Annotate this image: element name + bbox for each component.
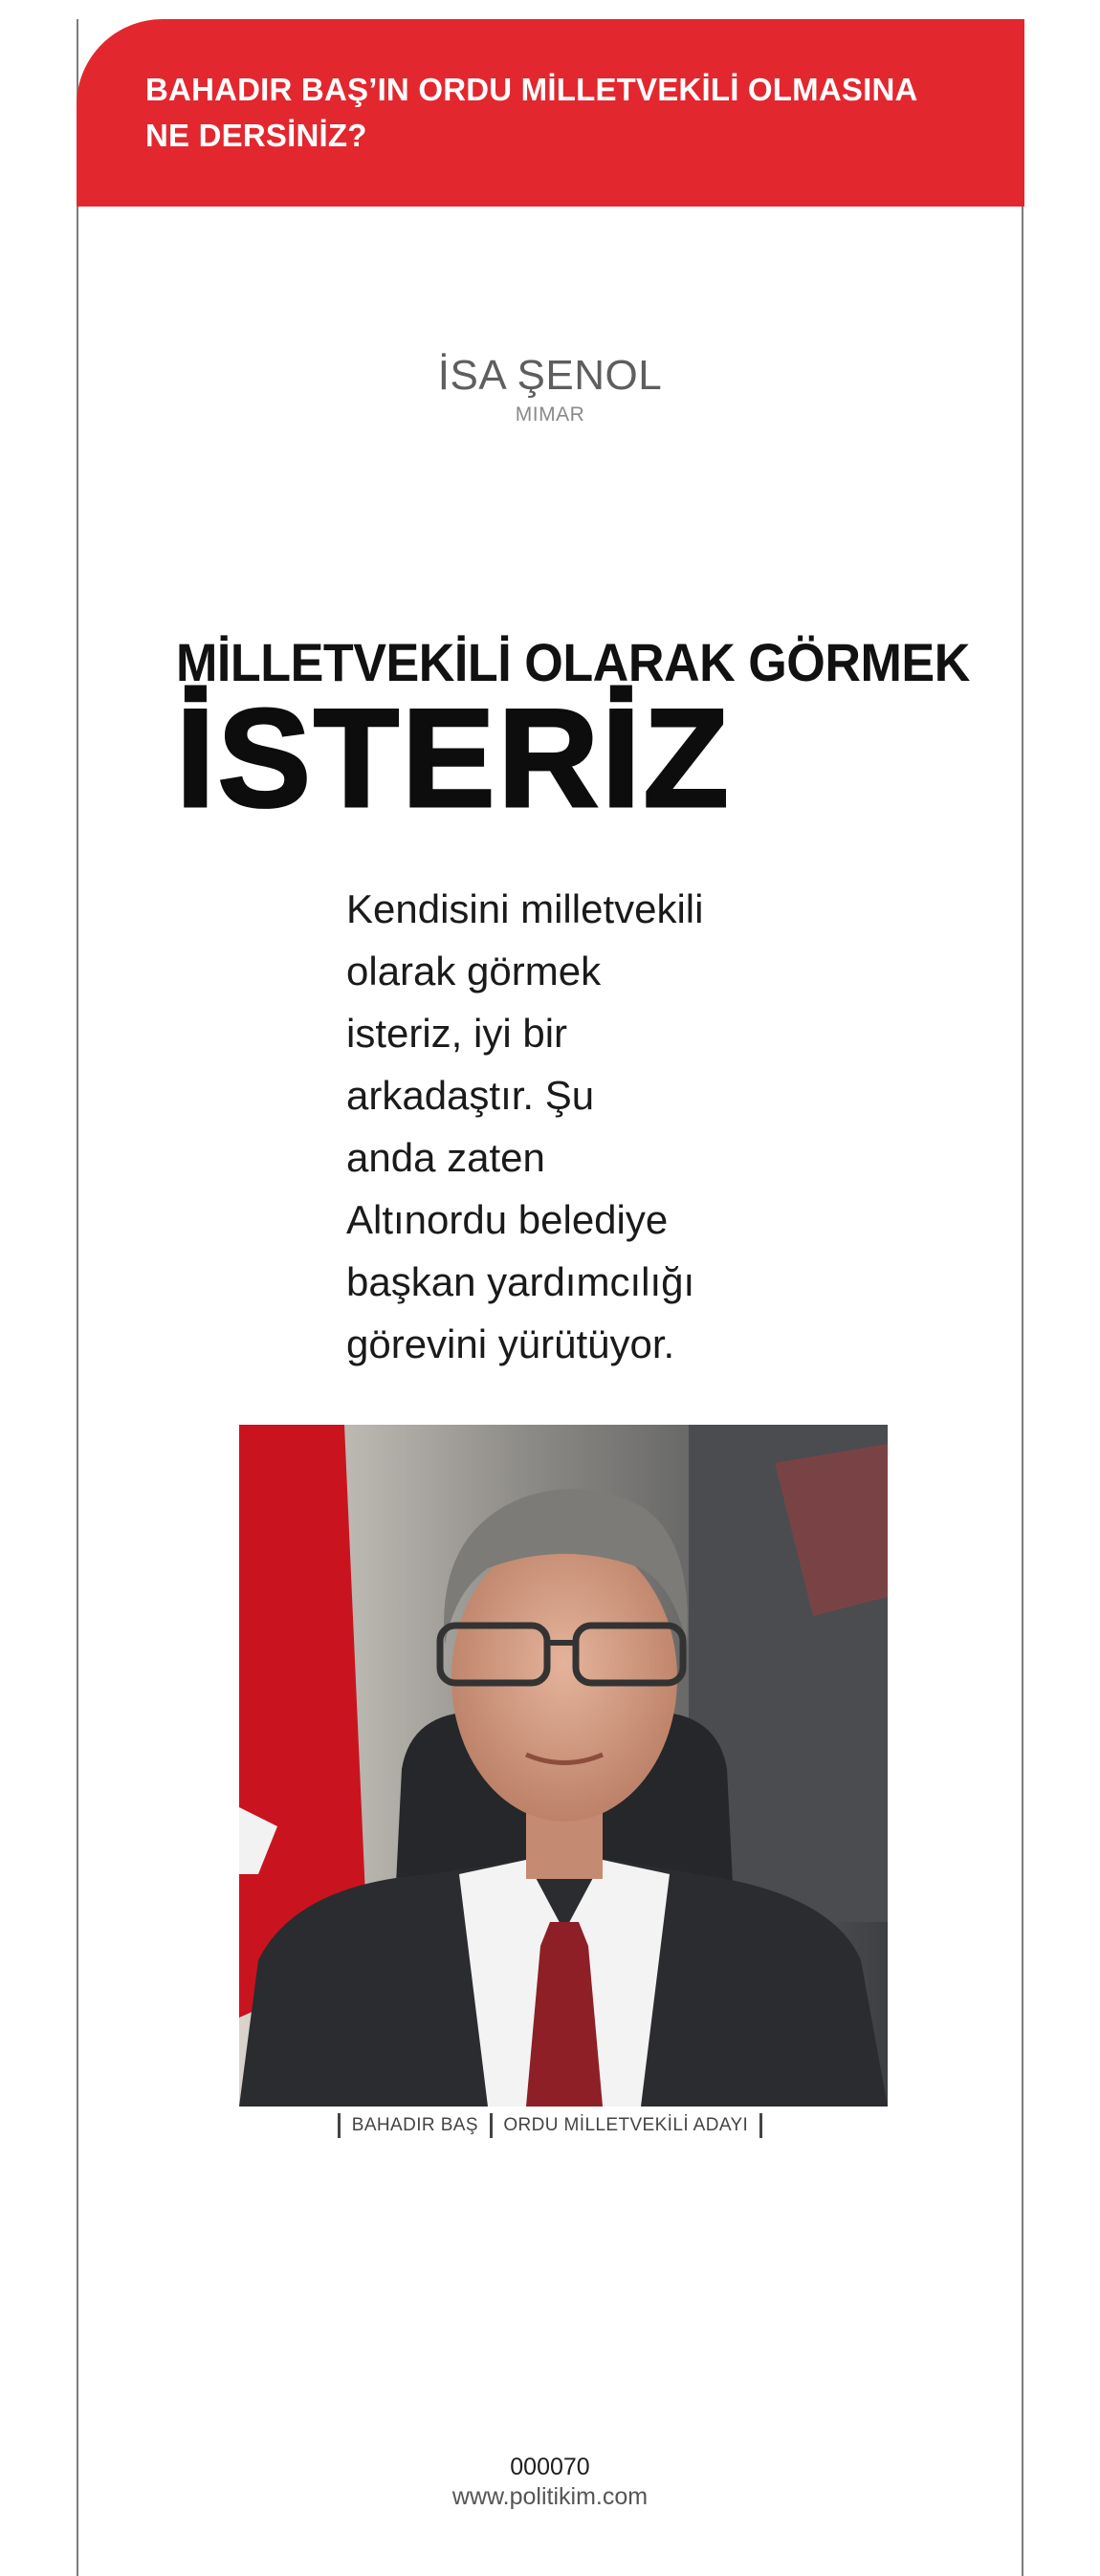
author-block bbox=[0, 352, 1100, 426]
author-role: MIMAR bbox=[515, 404, 585, 426]
quote-text bbox=[346, 878, 748, 1375]
quote-line: Altınordu belediye bbox=[346, 1197, 669, 1242]
footer bbox=[0, 2454, 1100, 2511]
portrait-photo bbox=[239, 1425, 888, 2107]
banner-title bbox=[145, 67, 987, 159]
caption-divider bbox=[490, 2113, 493, 2138]
quote-line: olarak görmek bbox=[346, 949, 602, 993]
caption-name: BAHADIR BAŞ bbox=[351, 2115, 478, 2135]
header-banner bbox=[77, 19, 1024, 207]
quote-line: Kendisini milletvekili bbox=[346, 886, 704, 931]
quote-line: başkan yardımcılığı bbox=[346, 1259, 695, 1304]
headline-subtitle: MİLLETVEKİLİ OLARAK GÖRMEK bbox=[176, 632, 970, 692]
photo-caption bbox=[0, 2113, 1100, 2138]
author-name: İSA ŞENOL bbox=[437, 352, 663, 399]
footer-site[interactable]: www.politikim.com bbox=[451, 2483, 649, 2510]
quote-line: isteriz, iyi bir bbox=[346, 1011, 568, 1056]
caption-divider bbox=[338, 2113, 341, 2138]
banner-title-line-2: NE DERSİNİZ? bbox=[145, 118, 367, 153]
caption-title: ORDU MİLLETVEKİLİ ADAYI bbox=[503, 2115, 749, 2135]
footer-code: 000070 bbox=[510, 2454, 590, 2480]
quote-line: anda zaten bbox=[346, 1135, 545, 1180]
caption-divider bbox=[759, 2113, 762, 2138]
quote-line: görevini yürütüyor. bbox=[346, 1321, 675, 1366]
face bbox=[451, 1535, 677, 1822]
headline-main: İSTERİZ bbox=[176, 680, 732, 836]
quote-line: arkadaştır. Şu bbox=[346, 1073, 595, 1118]
portrait-illustration bbox=[239, 1425, 888, 2107]
banner-title-line-1: BAHADIR BAŞ’IN ORDU MİLLETVEKİLİ OLMASINA bbox=[145, 72, 918, 107]
